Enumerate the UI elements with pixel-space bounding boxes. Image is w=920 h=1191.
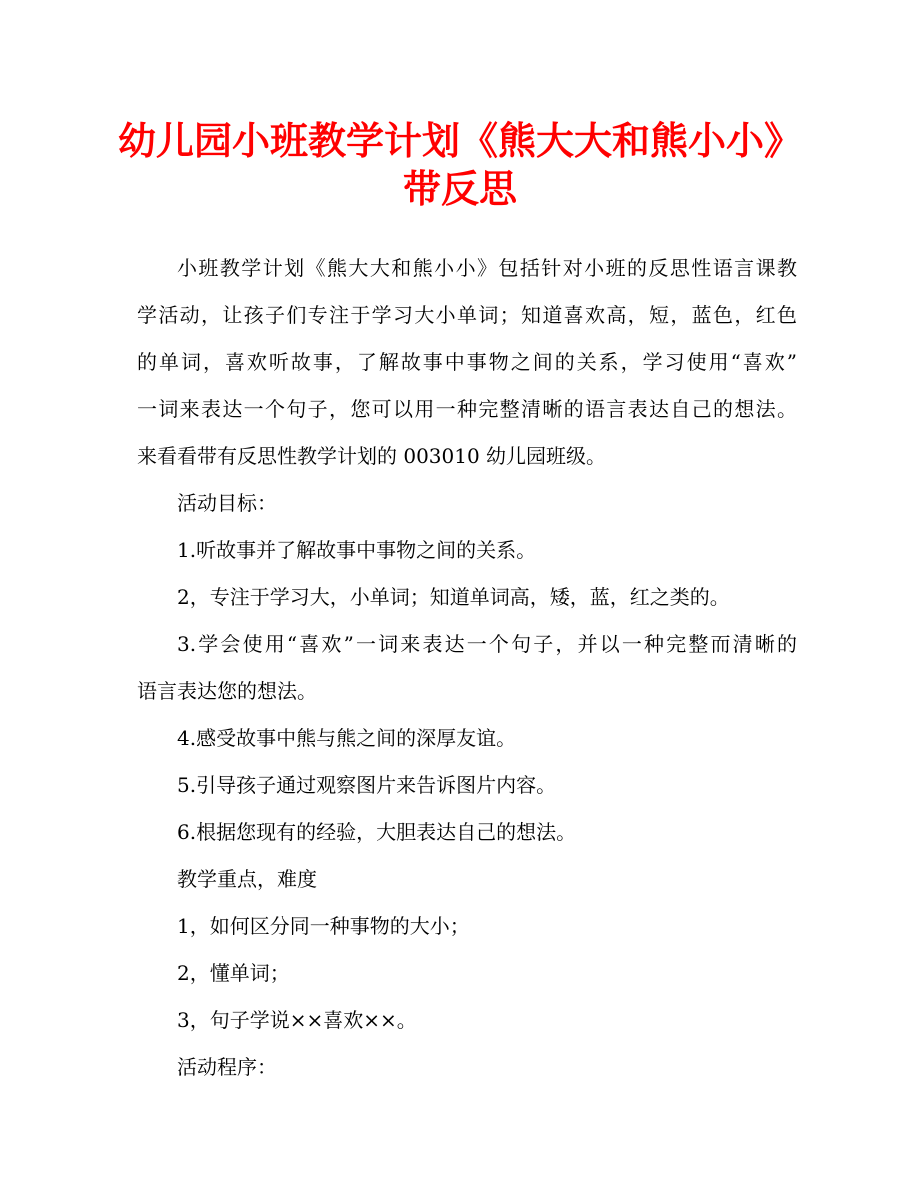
intro-line-1: 小班教学计划《熊大大和熊小小》包括针对小班的反思性语言课教 — [177, 256, 797, 280]
objective-item-6: 6.根据您现有的经验，大胆表达自己的想法。 — [177, 820, 577, 844]
objective-item-3: 3.学会使用“喜欢”一词来表达一个句子，并以一种完整而清晰的 — [177, 632, 797, 656]
intro-line-5: 来看看带有反思性教学计划的 003010 幼儿园班级。 — [137, 444, 607, 468]
objective-item-5: 5.引导孩子通过观察图片来告诉图片内容。 — [177, 773, 557, 797]
key-point-item-3: 3，句子学说××喜欢××。 — [177, 1008, 417, 1032]
key-point-item-1: 1，如何区分同一种事物的大小； — [177, 914, 470, 938]
intro-line-3: 的单词，喜欢听故事，了解故事中事物之间的关系，学习使用“喜欢” — [137, 350, 797, 374]
intro-line-2: 学活动，让孩子们专注于学习大小单词；知道喜欢高，短，蓝色，红色 — [137, 303, 797, 327]
objective-item-3-continued: 语言表达您的想法。 — [137, 679, 317, 703]
intro-line-4: 一词来表达一个句子，您可以用一种完整清晰的语言表达自己的想法。 — [137, 397, 797, 421]
key-point-item-2: 2，懂单词； — [177, 961, 290, 985]
objective-item-4: 4.感受故事中熊与熊之间的深厚友谊。 — [177, 726, 517, 750]
objectives-heading: 活动目标： — [177, 491, 277, 515]
document-title-line-2: 带反思 — [402, 166, 517, 211]
document-title-line-1: 幼儿园小班教学计划《熊大大和熊小小》 — [117, 118, 802, 163]
key-points-heading: 教学重点，难度 — [177, 867, 317, 891]
objective-item-2: 2，专注于学习大，小单词；知道单词高，矮，蓝，红之类的。 — [177, 585, 730, 609]
objective-item-1: 1.听故事并了解故事中事物之间的关系。 — [177, 538, 537, 562]
procedure-heading: 活动程序： — [177, 1055, 277, 1079]
